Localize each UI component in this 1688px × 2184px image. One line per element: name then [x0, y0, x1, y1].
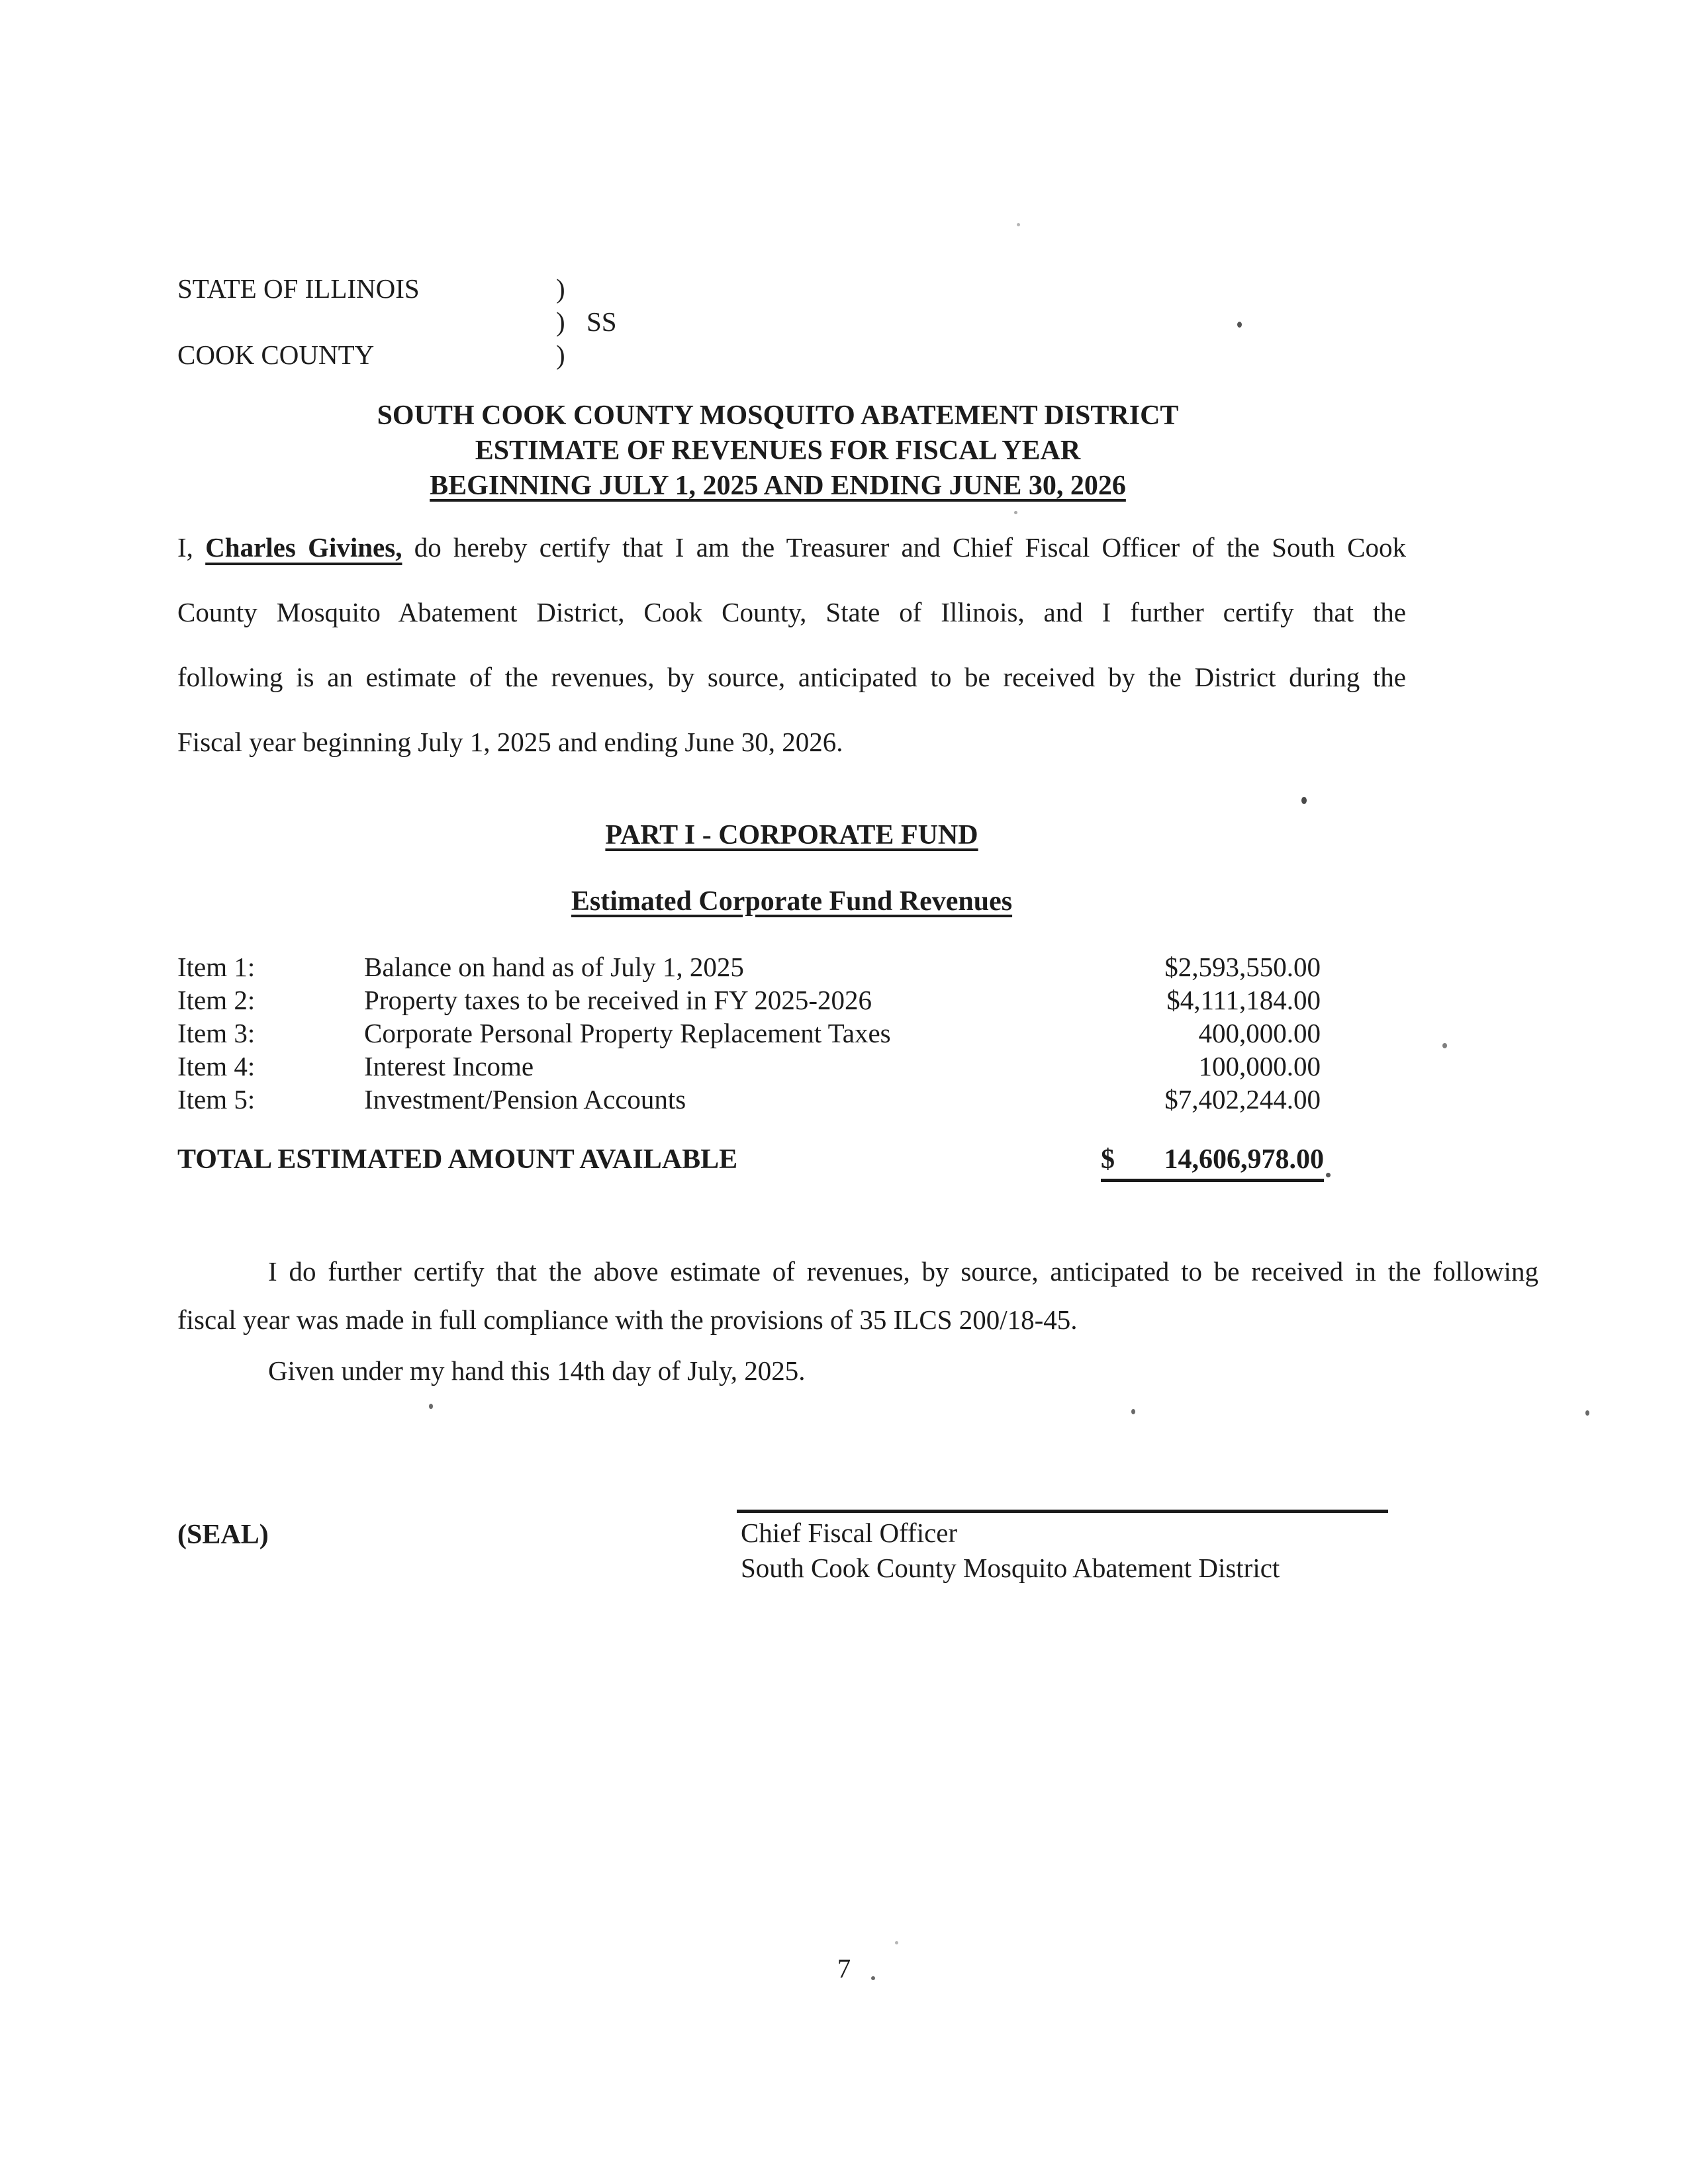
- certification-line-1: [177, 515, 1406, 580]
- signer-role: Chief Fiscal Officer: [741, 1518, 958, 1548]
- certification-line-2: County Mosquito Abatement District, Cook County, State of Illinois, and I further certify that the: [177, 597, 1406, 627]
- closing-line-1: I do further certify that the above estimate of revenues, by source, anticipated to be received in the following: [268, 1256, 1538, 1287]
- part1-heading-text: PART I - CORPORATE FUND: [605, 820, 978, 850]
- venue-paren: ): [556, 306, 565, 337]
- scan-speck: [1014, 511, 1017, 514]
- total-amount: [1101, 1144, 1324, 1182]
- table-row: [177, 1050, 1321, 1083]
- state-label: STATE OF ILLINOIS: [177, 273, 420, 304]
- scan-speck: [1017, 223, 1020, 226]
- item-label: Item 2:: [177, 985, 256, 1015]
- item-amount: $2,593,550.00: [1164, 952, 1321, 982]
- certification-line-1-pre: I,: [177, 532, 206, 563]
- scan-speck: [871, 1976, 875, 1980]
- scan-speck: [1442, 1043, 1447, 1048]
- venue-row-county: [177, 339, 565, 372]
- scan-speck: [1301, 797, 1307, 804]
- seal-label: (SEAL): [177, 1520, 269, 1550]
- venue-caption: [177, 273, 617, 372]
- venue-row-ss: [177, 306, 617, 339]
- closing-paragraph: [177, 1248, 1538, 1344]
- certification-line-1-post: do hereby certify that I am the Treasurer and Chief Fiscal Officer of the South Cook: [402, 532, 1406, 563]
- venue-paren: ): [556, 273, 565, 304]
- total-label: TOTAL ESTIMATED AMOUNT AVAILABLE: [177, 1144, 738, 1175]
- certification-paragraph: [177, 515, 1406, 774]
- ss-label: SS: [586, 306, 617, 337]
- table-row: [177, 1083, 1321, 1116]
- item-description: Interest Income: [364, 1051, 534, 1081]
- table-row: [177, 951, 1321, 984]
- part1-subheading: [177, 886, 1406, 917]
- signature-block: [741, 1516, 1280, 1586]
- item-amount: 400,000.00: [1198, 1018, 1321, 1048]
- table-row: [177, 1017, 1321, 1050]
- item-amount: 100,000.00: [1198, 1051, 1321, 1081]
- scan-speck: [895, 1941, 898, 1944]
- treasurer-name: Charles Givines,: [205, 532, 402, 563]
- item-description: Investment/Pension Accounts: [364, 1084, 686, 1115]
- revenue-items-table: [177, 951, 1321, 1116]
- item-amount: $7,402,244.00: [1164, 1084, 1321, 1115]
- total-amount-value: 14,606,978.00: [1164, 1144, 1324, 1175]
- title-line-3: [179, 469, 1377, 504]
- scan-speck: [1326, 1173, 1331, 1177]
- table-row: [177, 984, 1321, 1017]
- scan-speck: [1237, 322, 1242, 328]
- title-line-1: SOUTH COOK COUNTY MOSQUITO ABATEMENT DISTRICT: [377, 400, 1179, 431]
- page-number: 7: [837, 1953, 851, 1983]
- venue-paren: ): [556, 340, 565, 370]
- closing-line-2: fiscal year was made in full compliance with the provisions of 35 ILCS 200/18-45.: [177, 1304, 1078, 1335]
- title-line-3-underlined: BEGINNING JULY 1, 2025 AND ENDING JUNE 30, 2026: [430, 471, 1126, 501]
- attestation-line: Given under my hand this 14th day of July, 2025.: [268, 1355, 806, 1386]
- item-description: Balance on hand as of July 1, 2025: [364, 952, 744, 982]
- item-description: Corporate Personal Property Replacement Taxes: [364, 1018, 891, 1048]
- total-currency-sign: $: [1101, 1144, 1115, 1175]
- venue-row-state: [177, 273, 565, 306]
- item-amount: $4,111,184.00: [1166, 985, 1321, 1015]
- signer-organization: South Cook County Mosquito Abatement District: [741, 1553, 1280, 1583]
- title-line-2: ESTIMATE OF REVENUES FOR FISCAL YEAR: [475, 435, 1081, 466]
- certification-line-4: Fiscal year beginning July 1, 2025 and ending June 30, 2026.: [177, 727, 843, 757]
- total-row: [177, 1144, 1324, 1186]
- signature-line: [737, 1510, 1388, 1513]
- scan-speck: [429, 1404, 433, 1409]
- item-label: Item 3:: [177, 1018, 256, 1048]
- county-label: COOK COUNTY: [177, 340, 375, 370]
- document-title: [179, 398, 1377, 504]
- scan-speck: [1585, 1410, 1589, 1416]
- item-label: Item 1:: [177, 952, 256, 982]
- scan-speck: [1131, 1409, 1135, 1414]
- certification-line-3: following is an estimate of the revenues, by source, anticipated to be received by the District during the: [177, 662, 1406, 692]
- part1-heading: [177, 819, 1406, 851]
- item-label: Item 5:: [177, 1084, 256, 1115]
- item-description: Property taxes to be received in FY 2025-2026: [364, 985, 872, 1015]
- part1-subheading-text: Estimated Corporate Fund Revenues: [571, 886, 1013, 917]
- item-label: Item 4:: [177, 1051, 256, 1081]
